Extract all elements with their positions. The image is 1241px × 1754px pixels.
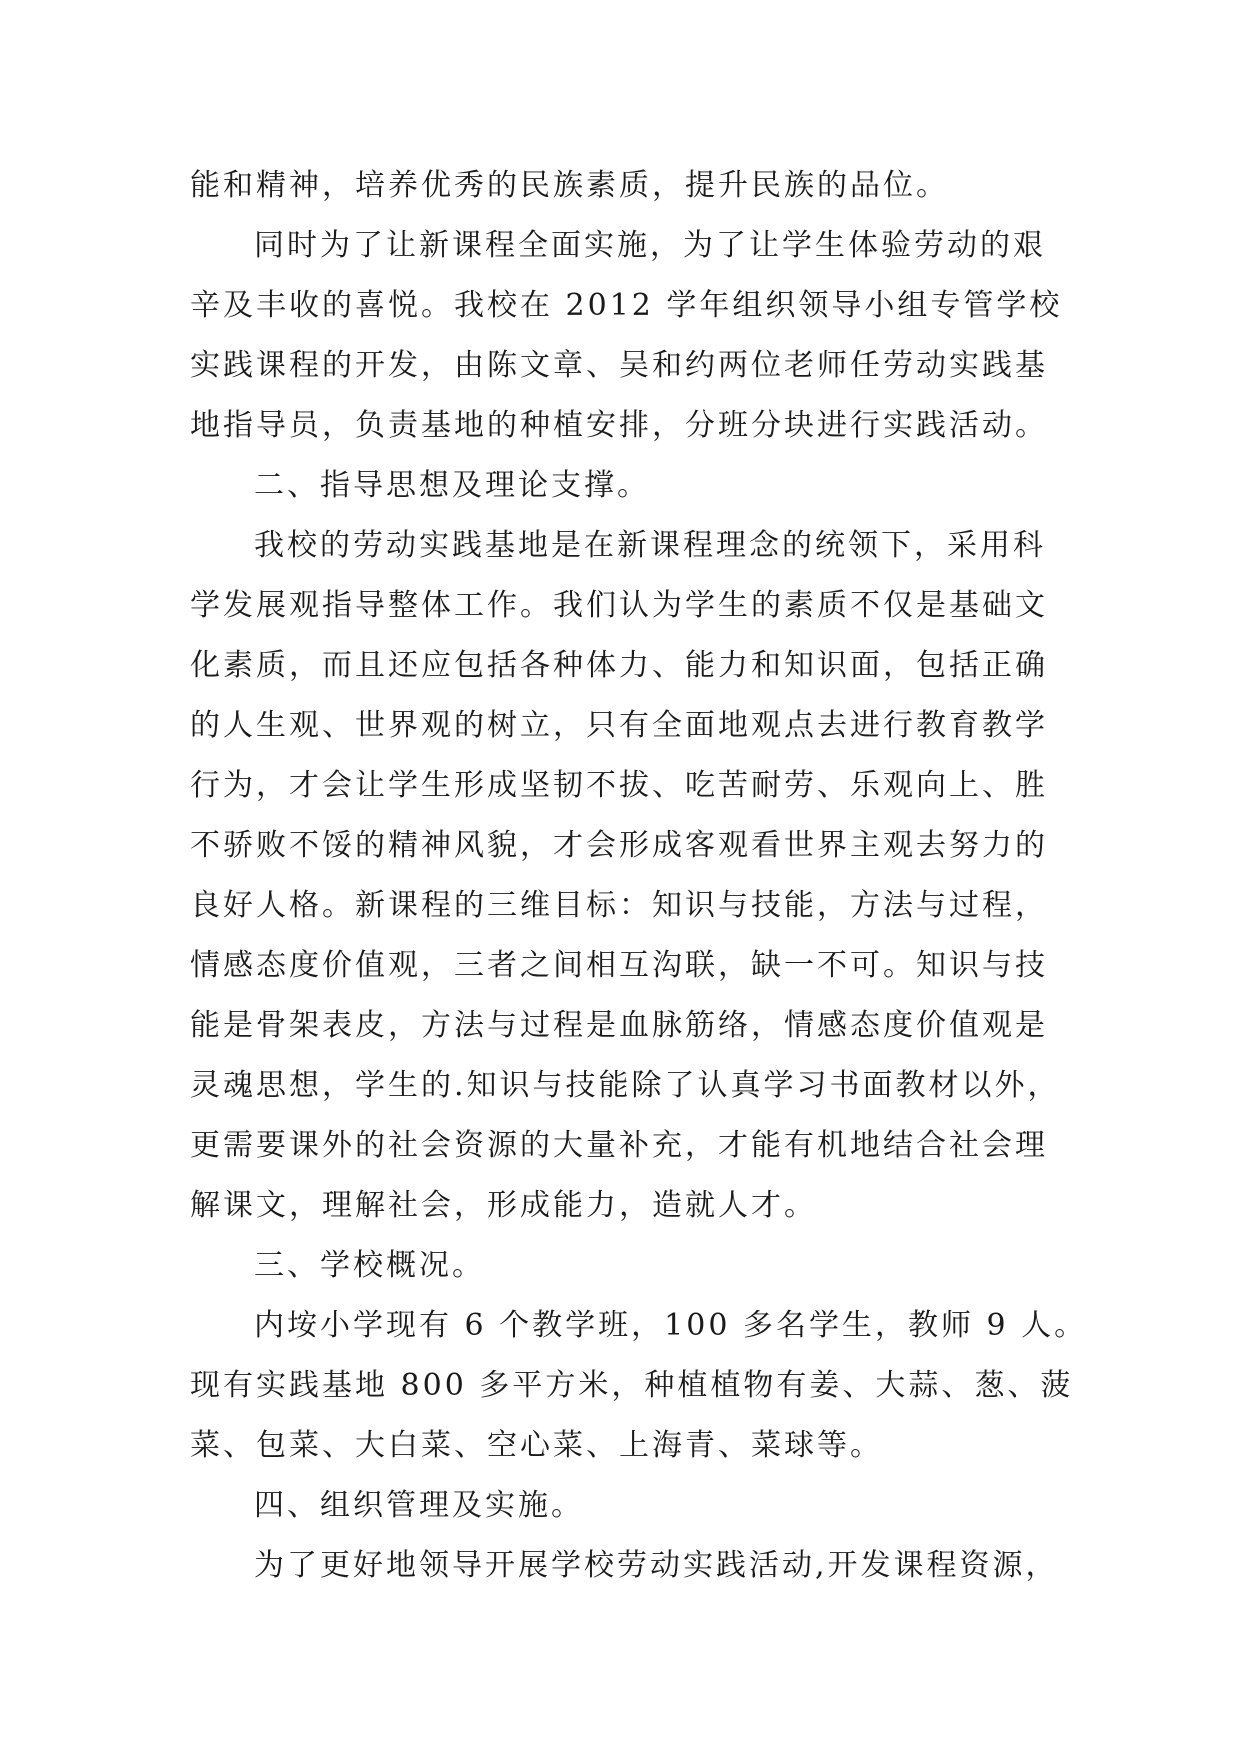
- text-line: 化素质，而且还应包括各种体力、能力和知识面，包括正确: [190, 648, 1048, 683]
- text-line: 行为，才会让学生形成坚韧不拔、吃苦耐劳、乐观向上、胜: [190, 768, 1048, 803]
- text-line: 的人生观、世界观的树立，只有全面地观点去进行教育教学: [190, 708, 1048, 743]
- section-heading: 四、组织管理及实施。: [254, 1488, 584, 1523]
- text-line: 能是骨架表皮，方法与过程是血脉筋络，情感态度价值观是: [190, 1008, 1048, 1043]
- text-line: 现有实践基地 800 多平方米，种植植物有姜、大蒜、葱、菠: [190, 1368, 1074, 1403]
- text-line: 辛及丰收的喜悦。我校在 2012 学年组织领导小组专管学校: [190, 288, 1063, 323]
- text-line: 我校的劳动实践基地是在新课程理念的统领下，采用科: [254, 528, 1046, 563]
- text-line: 不骄败不馁的精神风貌，才会形成客观看世界主观去努力的: [190, 828, 1048, 863]
- text-line: 同时为了让新课程全面实施，为了让学生体验劳动的艰: [254, 228, 1046, 263]
- text-line: 能和精神，培养优秀的民族素质，提升民族的品位。: [190, 168, 949, 203]
- section-heading: 二、指导思想及理论支撑。: [254, 468, 650, 503]
- text-line: 情感态度价值观，三者之间相互沟联，缺一不可。知识与技: [190, 948, 1048, 983]
- text-line: 实践课程的开发，由陈文章、吴和约两位老师任劳动实践基: [190, 348, 1048, 383]
- text-line: 良好人格。新课程的三维目标：知识与技能，方法与过程，: [190, 888, 1048, 923]
- text-line: 地指导员，负责基地的种植安排，分班分块进行实践活动。: [190, 408, 1048, 443]
- section-heading: 三、学校概况。: [254, 1248, 485, 1283]
- body-text: [190, 156, 1088, 1596]
- text-line: 解课文，理解社会，形成能力，造就人才。: [190, 1188, 817, 1223]
- text-line: 菜、包菜、大白菜、空心菜、上海青、菜球等。: [190, 1428, 883, 1463]
- text-line: 灵魂思想，学生的.知识与技能除了认真学习书面教材以外，: [190, 1068, 1061, 1103]
- text-line: 更需要课外的社会资源的大量补充，才能有机地结合社会理: [190, 1128, 1048, 1163]
- text-line: 学发展观指导整体工作。我们认为学生的素质不仅是基础文: [190, 588, 1048, 623]
- text-line: 为了更好地领导开展学校劳动实践活动,开发课程资源，: [254, 1548, 1059, 1583]
- text-line: 内垵小学现有 6 个教学班，100 多名学生，教师 9 人。: [254, 1308, 1088, 1343]
